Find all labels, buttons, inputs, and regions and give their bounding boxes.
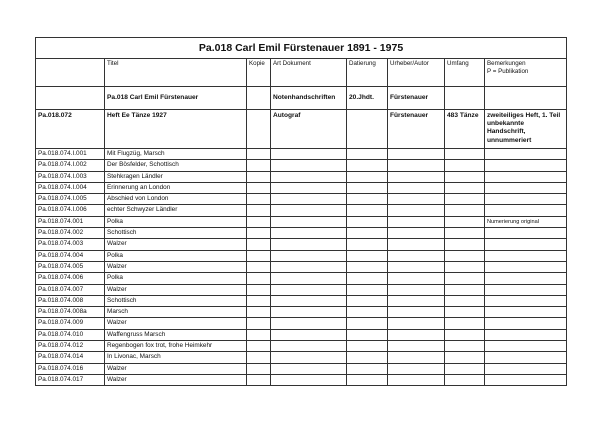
cell-urheber [388,239,445,250]
cell-datierung [347,374,388,385]
cell-datierung [347,329,388,340]
cell-signatur: Pa.018.074.I.002 [36,160,105,171]
cell-titel: Heft Ee Tänze 1927 [105,110,247,149]
cell-signatur: Pa.018.074.007 [36,284,105,295]
cell-datierung [347,205,388,216]
cell-urheber [388,250,445,261]
header-kopie: Kopie [247,59,271,87]
cell-datierung [347,352,388,363]
cell-umfang [445,261,485,272]
cell-umfang [445,87,485,110]
cell-titel: Polka [105,273,247,284]
table-row [36,374,567,385]
cell-titel: Stehkragen Ländler [105,171,247,182]
cell-signatur: Pa.018.074.006 [36,273,105,284]
table-row [36,182,567,193]
cell-umfang [445,374,485,385]
table-row [36,352,567,363]
cell-datierung [347,160,388,171]
cell-signatur: Pa.018.074.010 [36,329,105,340]
table-row [36,250,567,261]
cell-umfang [445,171,485,182]
cell-kopie [247,329,271,340]
cell-urheber [388,273,445,284]
cell-urheber: Fürstenauer [388,87,445,110]
cell-art-dokument [271,341,347,352]
cell-umfang [445,307,485,318]
cell-datierung [347,171,388,182]
cell-titel: echter Schwyzer Ländler [105,205,247,216]
cell-kopie [247,239,271,250]
cell-urheber [388,228,445,239]
header-bemerkungen-legend: P = Publikation [487,67,529,75]
cell-art-dokument [271,171,347,182]
table-row [36,284,567,295]
cell-umfang [445,329,485,340]
cell-kopie [247,352,271,363]
cell-signatur: Pa.018.074.017 [36,374,105,385]
cell-umfang [445,205,485,216]
cell-art-dokument: Notenhandschriften [271,87,347,110]
cell-kopie [247,363,271,374]
cell-bemerkungen [485,250,567,261]
cell-signatur: Pa.018.072 [36,110,105,149]
cell-titel: Pa.018 Carl Emil Fürstenauer [105,87,247,110]
cell-signatur: Pa.018.074.001 [36,216,105,227]
cell-kopie [247,284,271,295]
cell-titel: Walzer [105,284,247,295]
cell-kopie [247,295,271,306]
cell-kopie [247,182,271,193]
cell-art-dokument [271,307,347,318]
cell-titel: Polka [105,216,247,227]
cell-bemerkungen [485,284,567,295]
cell-umfang [445,352,485,363]
table-row [36,261,567,272]
cell-art-dokument [271,149,347,160]
cell-bemerkungen [485,318,567,329]
cell-titel: Walzer [105,374,247,385]
table-row [36,273,567,284]
cell-signatur: Pa.018.074.005 [36,261,105,272]
table-row [36,160,567,171]
cell-art-dokument [271,329,347,340]
cell-art-dokument [271,239,347,250]
cell-datierung [347,307,388,318]
page-title: Pa.018 Carl Emil Fürstenauer 1891 - 1975 [36,38,567,59]
cell-datierung [347,149,388,160]
cell-bemerkungen [485,239,567,250]
cell-signatur: Pa.018.074.012 [36,341,105,352]
header-bemerkungen-label: Bemerkungen [487,60,526,67]
cell-datierung [347,363,388,374]
cell-signatur: Pa.018.074.003 [36,239,105,250]
cell-bemerkungen [485,329,567,340]
cell-titel: Der Bösfelder, Schottisch [105,160,247,171]
cell-bemerkungen [485,341,567,352]
cell-bemerkungen [485,228,567,239]
cell-kopie [247,205,271,216]
cell-signatur: Pa.018.074.I.001 [36,149,105,160]
cell-titel: Walzer [105,318,247,329]
cell-umfang [445,160,485,171]
cell-bemerkungen [485,160,567,171]
cell-urheber [388,284,445,295]
header-row [36,59,567,87]
cell-titel: Regenbogen fox trot, frohe Heimkehr [105,341,247,352]
cell-titel: Marsch [105,307,247,318]
cell-art-dokument [271,352,347,363]
cell-signatur: Pa.018.074.014 [36,352,105,363]
cell-umfang [445,295,485,306]
cell-art-dokument [271,284,347,295]
cell-kopie [247,194,271,205]
cell-datierung [347,273,388,284]
cell-datierung [347,295,388,306]
table-row [36,329,567,340]
table-row [36,194,567,205]
cell-signatur: Pa.018.074.004 [36,250,105,261]
heft-row [36,110,567,149]
table-row [36,239,567,250]
table-row [36,149,567,160]
cell-art-dokument [271,194,347,205]
cell-titel: Schottisch [105,295,247,306]
cell-bemerkungen [485,205,567,216]
cell-datierung: 20.Jhdt. [347,87,388,110]
cell-urheber [388,318,445,329]
cell-bemerkungen [485,307,567,318]
table-row [36,307,567,318]
cell-umfang [445,216,485,227]
cell-umfang [445,273,485,284]
catalog-table [35,37,567,386]
cell-bemerkungen [485,149,567,160]
cell-titel: Walzer [105,261,247,272]
header-umfang: Umfang [445,59,485,87]
cell-datierung [347,261,388,272]
header-bemerkungen [485,59,567,87]
cell-umfang [445,149,485,160]
cell-signatur: Pa.018.074.008 [36,295,105,306]
cell-bemerkungen [485,363,567,374]
cell-signatur: Pa.018.074.I.005 [36,194,105,205]
cell-umfang [445,363,485,374]
cell-bemerkungen [485,171,567,182]
cell-urheber [388,329,445,340]
cell-art-dokument [271,374,347,385]
cell-umfang [445,341,485,352]
cell-kopie [247,87,271,110]
cell-titel: Waffengruss Marsch [105,329,247,340]
cell-kopie [247,250,271,261]
cell-signatur: Pa.018.074.008a [36,307,105,318]
cell-kopie [247,273,271,284]
cell-kopie [247,261,271,272]
cell-urheber [388,307,445,318]
cell-umfang [445,228,485,239]
cell-kopie [247,341,271,352]
table-row [36,228,567,239]
cell-datierung [347,239,388,250]
cell-datierung [347,194,388,205]
cell-art-dokument [271,273,347,284]
cell-titel: Mit Flugzüg, Marsch [105,149,247,160]
cell-urheber [388,149,445,160]
cell-urheber [388,194,445,205]
cell-kopie [247,374,271,385]
cell-datierung [347,182,388,193]
cell-umfang [445,250,485,261]
cell-art-dokument: Autograf [271,110,347,149]
cell-titel: Walzer [105,239,247,250]
cell-kopie [247,307,271,318]
cell-kopie [247,228,271,239]
cell-bemerkungen [485,182,567,193]
cell-art-dokument [271,216,347,227]
cell-art-dokument [271,363,347,374]
cell-urheber [388,295,445,306]
cell-art-dokument [271,318,347,329]
table-row [36,295,567,306]
header-datierung: Datierung [347,59,388,87]
cell-kopie [247,149,271,160]
cell-datierung [347,341,388,352]
cell-datierung [347,250,388,261]
cell-signatur: Pa.018.074.I.004 [36,182,105,193]
cell-bemerkungen: Numerierung original [485,216,567,227]
cell-art-dokument [271,205,347,216]
cell-urheber [388,160,445,171]
cell-urheber [388,171,445,182]
cell-urheber [388,216,445,227]
cell-art-dokument [271,261,347,272]
cell-kopie [247,171,271,182]
cell-titel: Abschied von London [105,194,247,205]
header-titel: Titel [105,59,247,87]
header-urheber: Urheber/Autor [388,59,445,87]
cell-bemerkungen [485,194,567,205]
cell-art-dokument [271,160,347,171]
cell-art-dokument [271,182,347,193]
header-art-dokument: Art Dokument [271,59,347,87]
cell-datierung [347,284,388,295]
cell-umfang [445,318,485,329]
cell-art-dokument [271,250,347,261]
cell-bemerkungen [485,87,567,110]
cell-bemerkungen [485,374,567,385]
catalog-sheet [35,37,566,386]
cell-datierung [347,110,388,149]
collection-row [36,87,567,110]
cell-art-dokument [271,295,347,306]
cell-titel: Walzer [105,363,247,374]
cell-umfang [445,239,485,250]
cell-umfang [445,182,485,193]
cell-kopie [247,160,271,171]
cell-datierung [347,228,388,239]
cell-bemerkungen: zweiteiliges Heft, 1. Teil unbekannte Handschrift, unnummeriert [485,110,567,149]
cell-kopie [247,216,271,227]
header-signatur [36,59,105,87]
cell-kopie [247,110,271,149]
cell-urheber [388,352,445,363]
cell-datierung [347,216,388,227]
cell-titel: Erinnerung an London [105,182,247,193]
cell-urheber [388,205,445,216]
cell-titel: Schottisch [105,228,247,239]
table-row [36,341,567,352]
cell-umfang [445,284,485,295]
cell-umfang: 483 Tänze [445,110,485,149]
cell-bemerkungen [485,273,567,284]
cell-urheber [388,182,445,193]
cell-signatur [36,87,105,110]
cell-titel: Polka [105,250,247,261]
cell-titel: In Livonac, Marsch [105,352,247,363]
cell-bemerkungen [485,295,567,306]
cell-umfang [445,194,485,205]
cell-signatur: Pa.018.074.016 [36,363,105,374]
table-row [36,205,567,216]
cell-urheber [388,363,445,374]
cell-signatur: Pa.018.074.009 [36,318,105,329]
cell-signatur: Pa.018.074.I.006 [36,205,105,216]
table-row [36,171,567,182]
cell-art-dokument [271,228,347,239]
cell-urheber [388,261,445,272]
cell-datierung [347,318,388,329]
cell-bemerkungen [485,352,567,363]
table-row [36,318,567,329]
cell-urheber [388,374,445,385]
table-row [36,363,567,374]
cell-signatur: Pa.018.074.I.003 [36,171,105,182]
cell-signatur: Pa.018.074.002 [36,228,105,239]
table-row [36,216,567,227]
cell-urheber: Fürstenauer [388,110,445,149]
cell-bemerkungen [485,261,567,272]
cell-kopie [247,318,271,329]
cell-urheber [388,341,445,352]
